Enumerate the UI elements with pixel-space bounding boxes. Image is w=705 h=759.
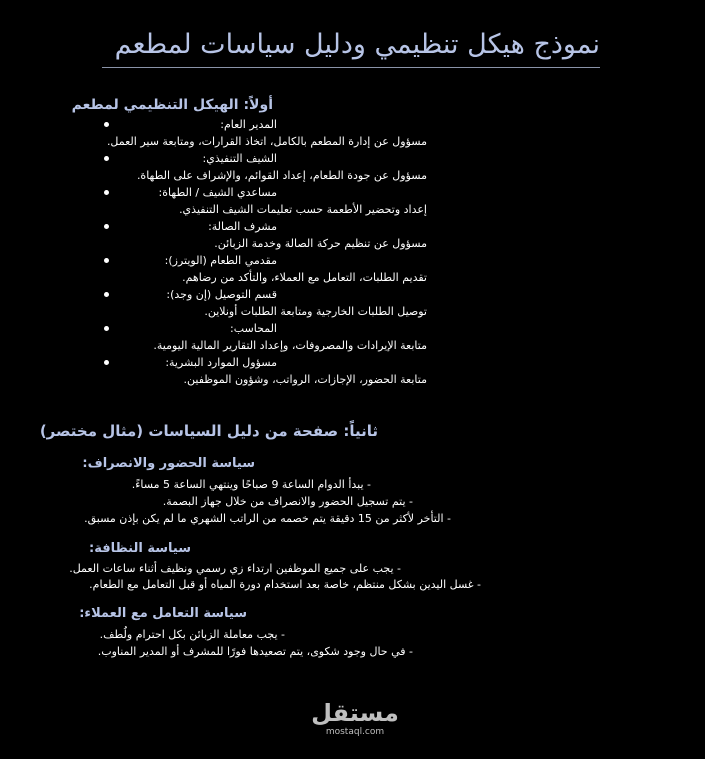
role-title: مشرف الصالة: bbox=[208, 220, 277, 233]
list-item bbox=[0, 322, 705, 356]
role-title: قسم التوصيل (إن وجد): bbox=[166, 288, 277, 301]
bullet-icon bbox=[104, 190, 109, 195]
policy-line: - غسل اليدين بشكل منتظم، خاصة بعد استخدام دورة المياه أو قبل التعامل مع الطعام. bbox=[89, 578, 481, 591]
bullet-icon bbox=[104, 156, 109, 161]
bullet-icon bbox=[104, 224, 109, 229]
role-description: إعداد وتحضير الأطعمة حسب تعليمات الشيف التنفيذي. bbox=[179, 203, 427, 216]
policy-line: - التأخر لأكثر من 15 دقيقة يتم خصمه من الراتب الشهري ما لم يكن بإذن مسبق. bbox=[84, 512, 451, 525]
list-item bbox=[0, 186, 705, 220]
policy-line: - يجب معاملة الزبائن بكل احترام ولُطف. bbox=[99, 628, 285, 641]
policy-line: - في حال وجود شكوى، يتم تصعيدها فورًا للمشرف أو المدير المناوب. bbox=[97, 645, 413, 658]
list-item bbox=[0, 288, 705, 322]
role-description: توصيل الطلبات الخارجية ومتابعة الطلبات أونلاين. bbox=[204, 305, 427, 318]
page-title: نموذج هيكل تنظيمي ودليل سياسات لمطعم bbox=[114, 29, 600, 60]
role-description: مسؤول عن جودة الطعام، إعداد القوائم، والإشراف على الطهاة. bbox=[136, 169, 427, 182]
role-description: متابعة الإيرادات والمصروفات، وإعداد التقارير المالية اليومية. bbox=[153, 339, 427, 352]
list-item bbox=[0, 220, 705, 254]
policy-line: - يجب على جميع الموظفين ارتداء زي رسمي ونظيف أثناء ساعات العمل. bbox=[69, 562, 401, 575]
role-title: مسؤول الموارد البشرية: bbox=[165, 356, 277, 369]
list-item bbox=[0, 152, 705, 186]
watermark-url: mostaql.com bbox=[325, 727, 385, 737]
section-org-structure-heading: أولاً: الهيكل التنظيمي لمطعم bbox=[71, 97, 273, 113]
role-description: متابعة الحضور، الإجازات، الرواتب، وشؤون الموظفين. bbox=[183, 373, 427, 386]
role-title: مقدمي الطعام (الويترز): bbox=[164, 254, 277, 267]
customer-policy-heading: سياسة التعامل مع العملاء: bbox=[79, 606, 247, 621]
section-policies-heading: ثانياً: صفحة من دليل السياسات (مثال مختصر) bbox=[39, 422, 378, 440]
policy-line: - يبدأ الدوام الساعة 9 صباحًا وينتهي الساعة 5 مساءً. bbox=[131, 478, 371, 491]
list-item bbox=[0, 254, 705, 288]
role-title: المحاسب: bbox=[230, 322, 277, 335]
list-item bbox=[0, 118, 705, 152]
bullet-icon bbox=[104, 292, 109, 297]
role-description: مسؤول عن تنظيم حركة الصالة وخدمة الزبائن. bbox=[214, 237, 427, 250]
cleanliness-policy-heading: سياسة النظافة: bbox=[89, 541, 191, 556]
mostaql-logo: مستقل bbox=[311, 699, 399, 727]
role-title: المدير العام: bbox=[220, 118, 277, 131]
policy-line: - يتم تسجيل الحضور والانصراف من خلال جهاز البصمة. bbox=[162, 495, 413, 508]
role-list bbox=[0, 118, 705, 390]
role-title: مساعدي الشيف / الطهاة: bbox=[158, 186, 277, 199]
role-description: تقديم الطلبات، التعامل مع العملاء، والتأكد من رضاهم. bbox=[182, 271, 427, 284]
bullet-icon bbox=[104, 360, 109, 365]
role-title: الشيف التنفيذي: bbox=[202, 152, 277, 165]
bullet-icon bbox=[104, 122, 109, 127]
list-item bbox=[0, 356, 705, 390]
title-divider bbox=[102, 67, 600, 68]
role-description: مسؤول عن إدارة المطعم بالكامل، اتخاذ القرارات، ومتابعة سير العمل. bbox=[106, 135, 427, 148]
bullet-icon bbox=[104, 258, 109, 263]
bullet-icon bbox=[104, 326, 109, 331]
mostaql-watermark bbox=[310, 700, 400, 738]
attendance-policy-heading: سياسة الحضور والانصراف: bbox=[82, 456, 255, 471]
